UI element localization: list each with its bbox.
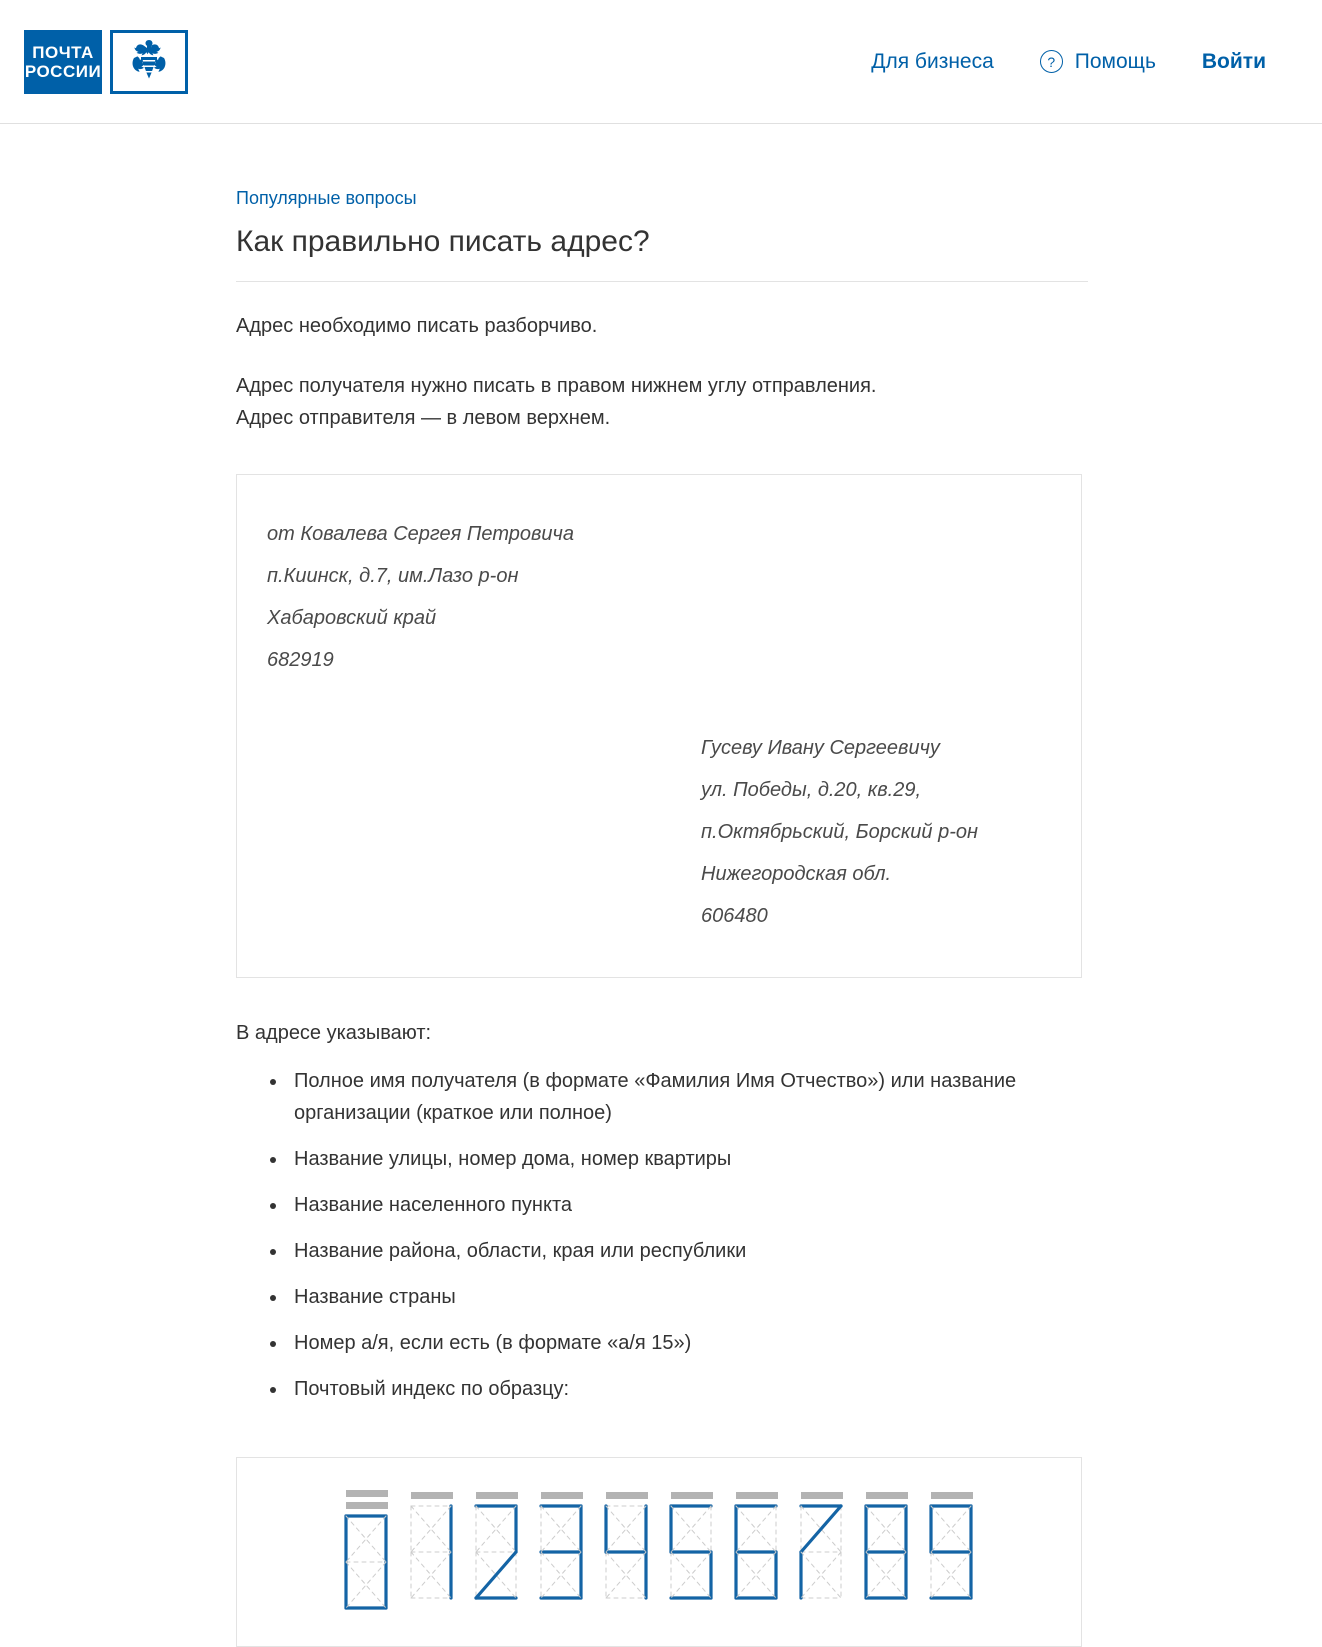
intro-paragraph-2-line-2: Адрес отправителя — в левом верхнем. [236, 407, 611, 429]
postal-index-digit-5 [660, 1492, 723, 1612]
postal-index-digit-4 [595, 1492, 658, 1612]
logo[interactable] [24, 30, 188, 94]
sender-address-line: 682919 [267, 649, 334, 671]
digit-glyph [799, 1504, 845, 1602]
breadcrumb[interactable]: Популярные вопросы [236, 188, 417, 208]
recipient-address-line: Нижегородская обл. [701, 863, 892, 885]
postal-index-digits [335, 1492, 983, 1612]
logo-line-1: ПОЧТА [32, 42, 94, 62]
digit-guide-bar [541, 1492, 583, 1499]
digit-glyph [539, 1504, 585, 1602]
digit-guide-bar [801, 1492, 843, 1499]
intro-paragraph-2 [236, 370, 1066, 434]
digit-glyph [604, 1504, 650, 1602]
nav-help-label: Помощь [1074, 49, 1156, 73]
recipient-address-line: Гусеву Ивану Сергеевичу [701, 737, 940, 759]
digit-guide-bar [346, 1502, 388, 1509]
digit-glyph [409, 1504, 455, 1602]
nav-business-link[interactable]: Для бизнеса [871, 49, 994, 73]
recipient-address-line: ул. Победы, д.20, кв.29, [701, 779, 922, 801]
postal-index-digit-1 [400, 1492, 463, 1612]
postal-index-digit-8 [855, 1492, 918, 1612]
list-item: Название населенного пункта [262, 1189, 1052, 1221]
digit-guide-bar [866, 1492, 908, 1499]
postal-index-sample [236, 1457, 1082, 1647]
recipient-address-block [267, 727, 1041, 937]
nav-help-link[interactable] [1040, 50, 1156, 74]
recipient-address-line: п.Октябрьский, Борский р-он [701, 821, 979, 843]
sender-address-line: от Ковалева Сергея Петровича [267, 523, 575, 545]
main-content [0, 124, 1100, 1647]
intro-paragraph-1: Адрес необходимо писать разборчиво. [236, 315, 598, 337]
digit-glyph [734, 1504, 780, 1602]
recipient-address-line: 606480 [701, 905, 768, 927]
digit-guide-bar [736, 1492, 778, 1499]
logo-line-2: РОССИИ [24, 61, 102, 81]
envelope-sample [236, 474, 1082, 978]
list-item: Название страны [262, 1281, 1052, 1313]
digit-glyph [669, 1504, 715, 1602]
list-intro: В адресе указывают: [236, 1022, 432, 1044]
list-item: Почтовый индекс по образцу: [262, 1373, 1052, 1405]
login-button[interactable]: Войти [1201, 49, 1266, 73]
digit-guide-bar [931, 1492, 973, 1499]
sender-address-line: Хабаровский край [267, 607, 437, 629]
list-item: Полное имя получателя (в формате «Фамилия Имя Отчество») или название организации (краткое или полное) [262, 1065, 1052, 1129]
sender-address-block [267, 513, 1041, 681]
list-item: Номер а/я, если есть (в формате «а/я 15») [262, 1327, 1052, 1359]
intro-paragraph-2-line-1: Адрес получателя нужно писать в правом нижнем углу отправления. [236, 375, 877, 397]
postal-index-digit-7 [790, 1492, 853, 1612]
logo-wordmark [24, 30, 102, 94]
address-components-list [236, 1065, 1100, 1405]
page-title: Как правильно писать адрес? [236, 225, 1088, 282]
digit-guide-bar [606, 1492, 648, 1499]
digit-guide-bar [671, 1492, 713, 1499]
double-headed-eagle-icon [110, 30, 188, 94]
postal-index-digit-0 [335, 1492, 398, 1612]
digit-glyph [474, 1504, 520, 1602]
question-mark-circle-icon: ? [1040, 50, 1063, 73]
sender-address-line: п.Киинск, д.7, им.Лазо р-он [267, 565, 519, 587]
postal-index-digit-6 [725, 1492, 788, 1612]
postal-index-digit-3 [530, 1492, 593, 1612]
postal-index-digit-2 [465, 1492, 528, 1612]
digit-glyph [344, 1514, 390, 1612]
list-item: Название района, области, края или республики [262, 1235, 1052, 1267]
site-header [0, 0, 1322, 124]
postal-index-digit-9 [920, 1492, 983, 1612]
digit-glyph [929, 1504, 975, 1602]
header-nav [871, 50, 1266, 74]
digit-guide-bar [411, 1492, 453, 1499]
digit-glyph [864, 1504, 910, 1602]
digit-guide-bar [346, 1490, 388, 1497]
list-item: Название улицы, номер дома, номер квартиры [262, 1143, 1052, 1175]
digit-guide-bar [476, 1492, 518, 1499]
